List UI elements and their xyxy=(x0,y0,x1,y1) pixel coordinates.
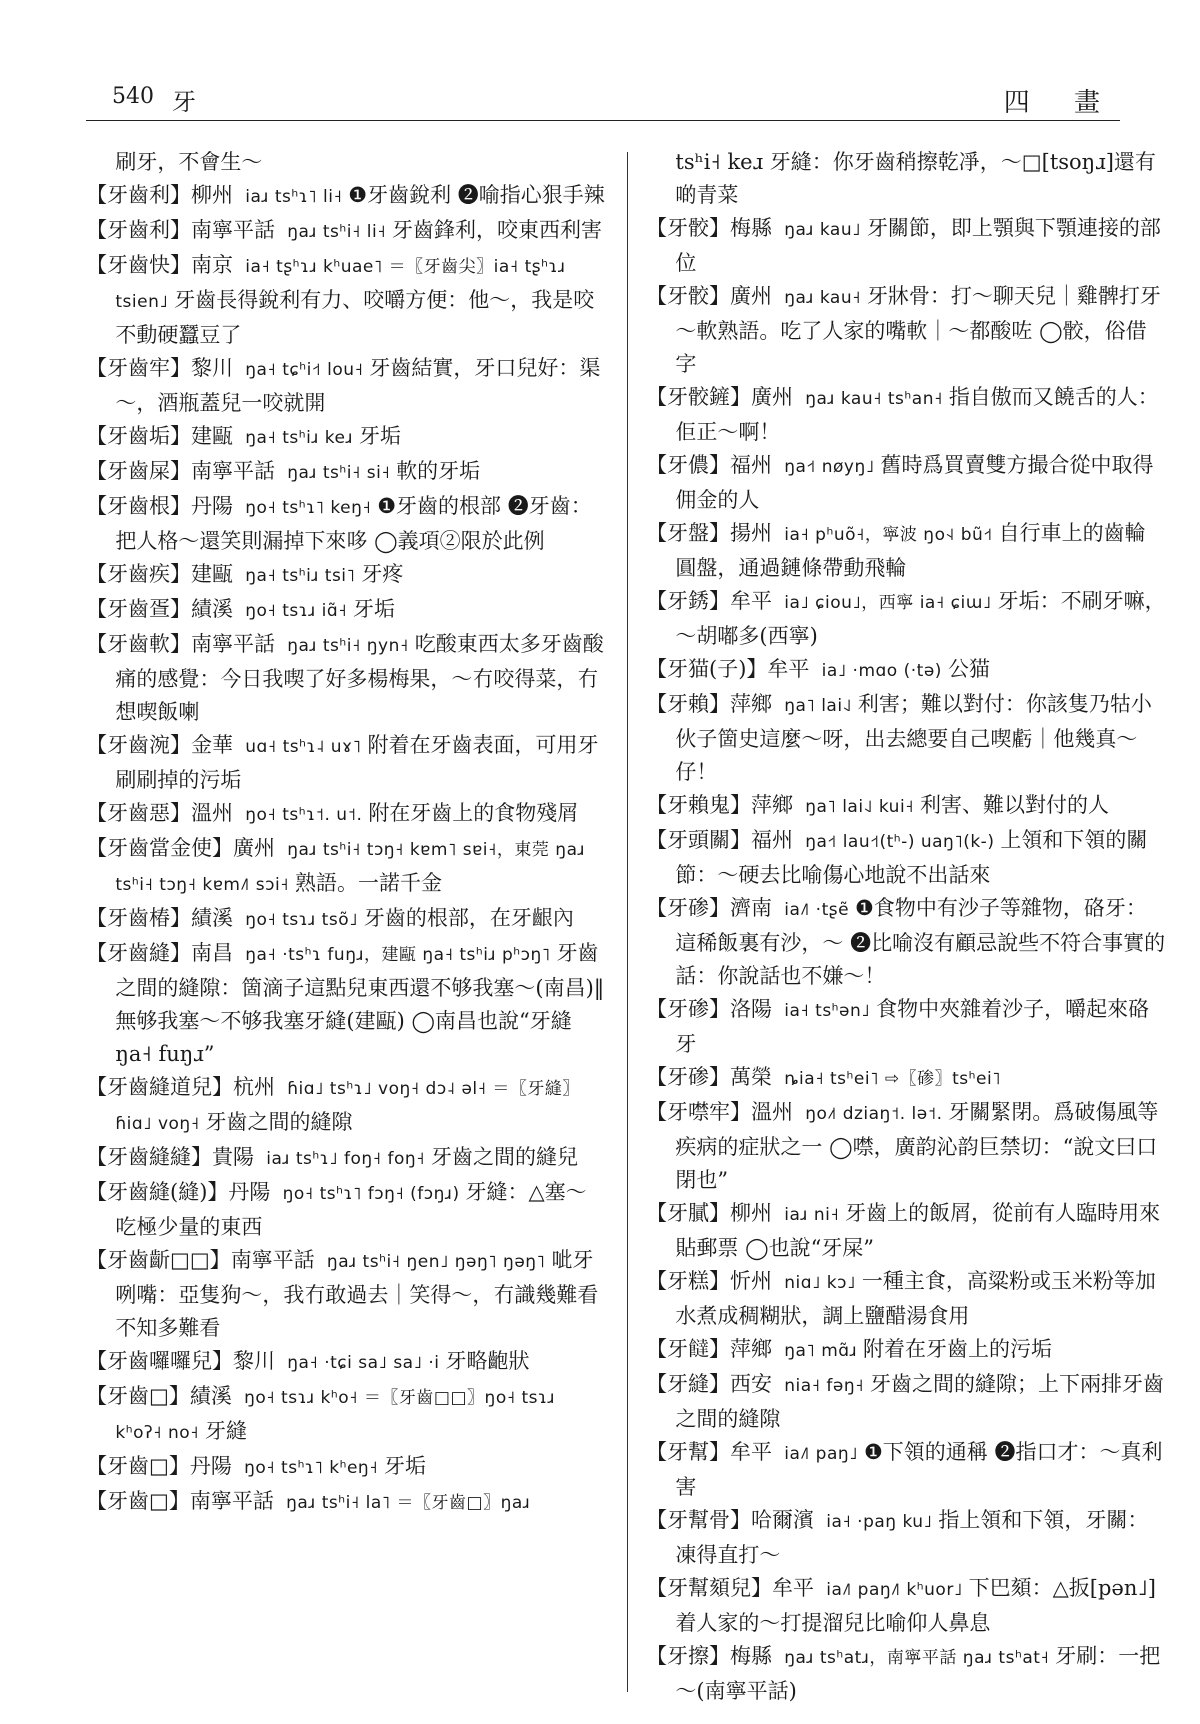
entry-phonetic: ŋa˥ lai˨˩ kui˧ xyxy=(805,797,915,817)
entry-headword: 【牙儂】 xyxy=(646,453,730,477)
entry-phonetic: ia˩ ·mɑo (·tə) xyxy=(821,661,942,681)
entry-phonetic: iaɹ tsʰɿ˩ foŋ˧ foŋ˧ xyxy=(266,1149,426,1169)
entry-headword: 【牙齒縫道兒】 xyxy=(86,1075,233,1099)
entry-phonetic: ŋa˥ mɑ̃ɹ xyxy=(784,1341,858,1361)
entry-locality: 績溪 xyxy=(189,1384,232,1408)
entry-definition: 牙齒的根部，在牙齦內 xyxy=(363,906,574,930)
entry-definition: 熟語。一諾千金 xyxy=(295,871,442,895)
entry-phonetic: ŋaɹ tsʰi˧ la˥ ＝〖牙齒□〗ŋaɹ xyxy=(286,1493,531,1513)
entry-headword: 【牙齒軟】 xyxy=(86,632,191,656)
entry-definition: 附着在牙齒上的污垢 xyxy=(863,1337,1053,1361)
entry-phonetic: ŋa˧ ·tɕi sa˩ sa˩ ·i xyxy=(287,1353,440,1373)
entry-locality: 梅縣 xyxy=(730,1644,772,1668)
entry-locality: 建甌 xyxy=(191,424,233,448)
entry-continuation xyxy=(646,146,1166,212)
dictionary-entry xyxy=(646,1197,1166,1265)
entry-definition: 牙齒上的飯屑，從前有人臨時用來貼郵票 ◯也說“牙屎” xyxy=(675,1201,1161,1260)
right-column xyxy=(646,146,1166,1708)
entry-headword: 【牙齒當金使】 xyxy=(86,836,233,860)
dictionary-entry xyxy=(646,824,1166,892)
dictionary-entry xyxy=(646,653,1166,688)
entry-headword: 【牙齒縫(縫)】 xyxy=(86,1180,229,1204)
entry-definition: 牙關節，即上顎與下顎連接的部位 xyxy=(675,216,1161,275)
entry-phonetic: ŋaɹ tsʰi˧ tɔŋ˧ kɐm˥ sɐi˧，東莞 ŋaɹ tsʰi˧ tɔŋ˧ kɐm˩˥ sɔi˧ xyxy=(115,840,586,895)
entry-phonetic: ȵia˧ tsʰei˥ ⇨〖碜〗tsʰei˥ xyxy=(784,1069,1002,1089)
entry-definition: 利害、難以對付的人 xyxy=(920,793,1110,817)
dictionary-entry xyxy=(646,1061,1166,1096)
entry-phonetic: ia˩˥ ·tʂẽ xyxy=(784,900,850,920)
entry-headword: 【牙骹】 xyxy=(646,216,730,240)
entry-phonetic: ia˧ pʰuõ˧，寧波 ŋo˧˨ bũ˧˦ xyxy=(784,525,993,545)
entry-locality: 溫州 xyxy=(191,801,233,825)
entry-phonetic: ia˧ tsʰən˩ xyxy=(784,1001,871,1021)
entry-phonetic: ia˧ tʂʰɿɹ kʰuae˥ ＝〖牙齒尖〗ia˧ tʂʰɿɹ tsien˩ xyxy=(115,257,566,312)
entry-locality: 南寧平話 xyxy=(189,1489,274,1513)
entry-headword: 【牙猫(子)】 xyxy=(646,657,768,681)
column-separator xyxy=(627,152,628,1692)
entry-locality: 溫州 xyxy=(751,1100,793,1124)
entry-headword: 【牙齒利】 xyxy=(86,183,191,207)
entry-locality: 貴陽 xyxy=(212,1145,254,1169)
entry-headword: 【牙縫】 xyxy=(646,1372,730,1396)
entry-headword: 【牙齒縫】 xyxy=(86,941,191,965)
entry-headword: 【牙幫骨】 xyxy=(646,1508,751,1532)
entry-phonetic: uɑ˧ tsʰɿ˨ uɤ˥ xyxy=(245,737,362,757)
entry-definition: ❶下領的通稱 ❷指口才：～真利害 xyxy=(675,1440,1163,1499)
entry-phonetic: ŋa˧˦ lau˧˦(tʰ-) uaŋ˥(k-) xyxy=(805,832,995,852)
entry-headword: 【牙𩟐】 xyxy=(646,1337,730,1361)
entry-locality: 黎川 xyxy=(191,356,233,380)
entry-definition: 下巴頦：△扳[pən˩]着人家的～打提溜兒比喻仰人鼻息 xyxy=(675,1576,1156,1635)
entry-locality: 萍鄉 xyxy=(751,793,793,817)
entry-locality: 揚州 xyxy=(730,521,772,545)
entry-definition: 舊時爲買賣雙方撮合從中取得佣金的人 xyxy=(675,453,1154,512)
entry-phonetic: ŋo˧ tsɿɹ kʰo˧ ＝〖牙齒□□〗ŋo˧ tsɿɹ kʰoʔ˧ no˧ xyxy=(115,1388,556,1443)
entry-phonetic: ŋo˧ tsʰɿ˥ fɔŋ˧ (fɔŋɹ) xyxy=(282,1184,460,1204)
entry-headword: 【牙齒□】 xyxy=(86,1454,190,1478)
entry-phonetic: ɦiɑ˩ tsʰɿ˩ voŋ˧ dɔ˨ əl˧ ＝〖牙縫〗ɦiɑ˩ voŋ˧ xyxy=(115,1079,580,1134)
entry-phonetic: ŋa˧ tsʰiɹ keɹ xyxy=(245,428,354,448)
entry-locality: 牟平 xyxy=(730,589,772,613)
dictionary-entry xyxy=(86,1244,606,1345)
dictionary-entry xyxy=(86,902,606,937)
entry-phonetic: ŋo˩˦ dziaŋ˦. lə˦. xyxy=(805,1104,943,1124)
dictionary-entry xyxy=(86,832,606,902)
entry-phonetic: nia˧ fəŋ˧ xyxy=(784,1376,865,1396)
entry-phonetic: ŋo˧ tsʰɿ˥ kʰeŋ˧ xyxy=(244,1458,379,1478)
entry-locality: 牟平 xyxy=(730,1440,772,1464)
dictionary-entry xyxy=(86,937,606,1071)
left-column xyxy=(86,146,606,1520)
entry-definition: 上領和下領的關節：～硬去比喻傷心地說不出話來 xyxy=(675,828,1148,887)
entry-headword: 【牙膩】 xyxy=(646,1201,730,1225)
dictionary-entry xyxy=(86,1485,606,1520)
entry-definition: tsʰi˧ keɹ 牙縫：你牙齒稍擦乾凈，～□[tsoŋɹ]還有啲青菜 xyxy=(675,150,1156,207)
entry-phonetic: ŋa˧ tsʰiɹ tsi˥ xyxy=(245,566,356,586)
entry-headword: 【牙齒涴】 xyxy=(86,733,191,757)
entry-locality: 南寧平話 xyxy=(191,632,275,656)
entry-definition: 吃酸東西太多牙齒酸痛的感覺：今日我喫了好多楊梅果，～冇咬得菜，冇想喫飯喇 xyxy=(115,632,604,724)
entry-definition: 牙垢：不刷牙嘛，～胡嘟多(西寧) xyxy=(675,589,1166,648)
dictionary-entry xyxy=(86,1450,606,1485)
entry-locality: 南寧平話 xyxy=(191,459,275,483)
entry-headword: 【牙齒根】 xyxy=(86,494,191,518)
dictionary-entry xyxy=(86,1176,606,1244)
entry-locality: 萍鄉 xyxy=(730,1337,772,1361)
dictionary-entry xyxy=(86,729,606,797)
dictionary-entry xyxy=(646,1572,1166,1640)
dictionary-entry xyxy=(646,280,1166,381)
entry-phonetic: ŋo˧ tsɿɹ iɑ̃˧ xyxy=(245,601,348,621)
dictionary-entry xyxy=(646,449,1166,517)
dictionary-entry xyxy=(646,1436,1166,1504)
entry-headword: 【牙齒齗□□】 xyxy=(86,1248,231,1272)
entry-definition: 附在牙齒上的食物殘屑 xyxy=(368,801,579,825)
dictionary-entry xyxy=(646,789,1166,824)
dictionary-entry xyxy=(646,1368,1166,1436)
entry-definition: 牙齒之間的縫兒 xyxy=(430,1145,578,1169)
entry-locality: 績溪 xyxy=(191,906,233,930)
dictionary-entry xyxy=(646,585,1166,653)
entry-locality: 萍鄉 xyxy=(730,692,772,716)
entry-definition: 牙關緊閉。爲破傷風等疾病的症狀之一 ◯噤，廣韵沁韵巨禁切：“說文曰口閉也” xyxy=(675,1100,1159,1192)
entry-headword: 【牙齒疾】 xyxy=(86,562,191,586)
entry-phonetic: ŋo˧ tsɿɹ tsõ˩ xyxy=(245,910,358,930)
entry-headword: 【牙齒利】 xyxy=(86,218,191,242)
entry-phonetic: ŋaɹ tsʰi˧ si˧ xyxy=(287,463,391,483)
section-label: 四 畫 xyxy=(1003,88,1118,118)
entry-headword: 【牙銹】 xyxy=(646,589,730,613)
dictionary-entry xyxy=(646,381,1166,449)
entry-definition: 附着在牙齒表面，可用牙刷刷掉的污垢 xyxy=(115,733,599,792)
entry-headword: 【牙幫頦兒】 xyxy=(646,1576,772,1600)
entry-headword: 【牙骹鏟】 xyxy=(646,385,751,409)
entry-headword: 【牙碜】 xyxy=(646,1065,730,1089)
dictionary-entry xyxy=(86,455,606,490)
entry-headword: 【牙齒□】 xyxy=(86,1384,190,1408)
dictionary-entry xyxy=(646,1265,1166,1333)
entry-definition: 牙齒鋒利，咬東西利害 xyxy=(392,218,603,242)
entry-phonetic: ŋo˧ tsʰɿ˥ keŋ˧ xyxy=(245,498,372,518)
entry-locality: 南寧平話 xyxy=(230,1248,315,1272)
entry-locality: 牟平 xyxy=(767,657,810,681)
entry-headword: 【牙骹】 xyxy=(646,284,730,308)
entry-locality: 廣州 xyxy=(730,284,772,308)
entry-headword: 【牙賴鬼】 xyxy=(646,793,751,817)
entry-phonetic: ŋaɹ tsʰi˧ li˧ xyxy=(287,222,387,242)
entry-definition: ❶牙齒的根部 ❷牙齒：把人格～還笑則漏掉下來哆 ◯義項②限於此例 xyxy=(115,494,592,553)
entry-phonetic: ia˩ ɕiou˩，西寧 ia˧ ɕiɯ˩ xyxy=(784,593,992,613)
entry-headword: 【牙頭關】 xyxy=(646,828,751,852)
dictionary-entry xyxy=(86,1141,606,1176)
entry-phonetic: ŋaɹ tsʰi˧ ŋyn˧ xyxy=(287,636,409,656)
entry-headword: 【牙齒快】 xyxy=(86,253,191,277)
entry-locality: 績溪 xyxy=(191,597,233,621)
entry-definition: 食物中夾雜着沙子，嚼起來硌牙 xyxy=(675,997,1150,1056)
entry-headword: 【牙齒惡】 xyxy=(86,801,191,825)
entry-phonetic: ŋaɹ kau˧ xyxy=(784,288,861,308)
entry-definition: 牙齒長得銳利有力、咬嚼方便：他～，我是咬不動硬蠶豆了 xyxy=(115,288,595,347)
entry-definition: 牙垢 xyxy=(384,1454,427,1478)
dictionary-entry xyxy=(86,179,606,214)
entry-definition: 牙垢 xyxy=(353,597,396,621)
entry-locality: 金華 xyxy=(191,733,233,757)
entry-locality: 廣州 xyxy=(751,385,793,409)
entry-locality: 柳州 xyxy=(191,183,233,207)
entry-definition: 指上領和下領，牙關：凍得直打～ xyxy=(675,1508,1149,1567)
dictionary-entry xyxy=(646,993,1166,1061)
entry-definition: 牙縫：△塞～吃極少量的東西 xyxy=(115,1180,587,1239)
entry-phonetic: ŋa˧˦ nøyŋ˩ xyxy=(784,457,875,477)
dictionary-entry xyxy=(86,490,606,558)
dictionary-entry xyxy=(646,1504,1166,1572)
entry-phonetic: ia˩˥ paŋ˩˥ kʰuor˩ xyxy=(826,1580,963,1600)
dictionary-entry xyxy=(86,797,606,832)
entry-headword: 【牙齒椿】 xyxy=(86,906,191,930)
entry-definition: 指自傲而又饒舌的人：佢正～啊！ xyxy=(675,385,1159,444)
entry-phonetic: ŋaɹ kau˩ xyxy=(784,220,861,240)
entry-definition: 刷牙，不會生～ xyxy=(115,150,263,174)
entry-locality: 南京 xyxy=(191,253,233,277)
entry-continuation xyxy=(86,146,606,179)
entry-locality: 萬榮 xyxy=(730,1065,772,1089)
entry-headword: 【牙糕】 xyxy=(646,1269,730,1293)
entry-locality: 福州 xyxy=(751,828,793,852)
entry-phonetic: ŋa˧ ·tsʰɿ fuŋɹ，建甌 ŋa˧ tsʰiɹ pʰɔŋ˥ xyxy=(245,945,551,965)
dictionary-entry xyxy=(86,1071,606,1141)
entry-locality: 丹陽 xyxy=(228,1180,271,1204)
dictionary-entry xyxy=(86,214,606,249)
dictionary-entry xyxy=(86,352,606,420)
entry-definition: 自行車上的齒輪圓盤，通過鏈條帶動飛輪 xyxy=(675,521,1146,580)
entry-headword: 【牙賴】 xyxy=(646,692,730,716)
entry-definition: 牙齒結實，牙口兒好：渠～，酒瓶蓋兒一咬就開 xyxy=(115,356,601,415)
entry-locality: 黎川 xyxy=(233,1349,275,1373)
entry-headword: 【牙齒□】 xyxy=(86,1489,190,1513)
page-number: 540 xyxy=(112,84,154,109)
entry-definition: 呲牙咧嘴：亞隻狗～，我冇敢過去｜笑得～，冇識幾難看不知多難看 xyxy=(115,1248,599,1340)
entry-headword: 【牙齒屎】 xyxy=(86,459,191,483)
entry-phonetic: ia˩˥ paŋ˩ xyxy=(784,1444,859,1464)
entry-locality: 梅縣 xyxy=(730,216,772,240)
entry-locality: 福州 xyxy=(730,453,772,477)
entry-definition: 利害；難以對付：你該隻乃牯小伙子箇史這麼～呀，出去總要自己喫虧｜他幾真～仔！ xyxy=(675,692,1152,784)
entry-definition: 牙縫 xyxy=(204,1419,247,1443)
entry-phonetic: ŋaɹ tsʰi˧ ŋen˩ ŋəŋ˥ ŋəŋ˥ xyxy=(326,1252,546,1272)
entry-locality: 丹陽 xyxy=(189,1454,232,1478)
entry-headword: 【牙齒囉囉兒】 xyxy=(86,1349,233,1373)
entry-phonetic: niɑ˩ kɔ˩ xyxy=(784,1273,856,1293)
entry-phonetic: iaɹ ni˧ xyxy=(784,1205,840,1225)
entry-locality: 南昌 xyxy=(191,941,233,965)
entry-headword: 【牙盤】 xyxy=(646,521,730,545)
entry-definition: 牙齒之間的縫隙 xyxy=(205,1110,353,1134)
entry-locality: 牟平 xyxy=(772,1576,814,1600)
entry-definition: 牙垢 xyxy=(358,424,401,448)
entry-definition: 軟的牙垢 xyxy=(396,459,481,483)
entry-locality: 杭州 xyxy=(233,1075,275,1099)
entry-headword: 【牙齒疍】 xyxy=(86,597,191,621)
entry-locality: 廣州 xyxy=(233,836,275,860)
dictionary-entry xyxy=(646,688,1166,789)
entry-phonetic: ŋaɹ tsʰatɹ，南寧平話 ŋaɹ tsʰat˧ xyxy=(784,1648,1050,1668)
dictionary-entry xyxy=(646,1640,1166,1708)
dictionary-entry xyxy=(646,212,1166,280)
dictionary-entry xyxy=(646,517,1166,585)
dictionary-entry xyxy=(86,1380,606,1450)
dictionary-entry xyxy=(86,1345,606,1380)
dictionary-entry xyxy=(86,249,606,352)
dictionary-entry xyxy=(86,628,606,729)
entry-definition: ❶食物中有沙子等雜物，硌牙：這稀飯裏有沙，～ ❷比喻沒有顧忌說些不符合事實的話：你說話也不嫌～！ xyxy=(675,896,1166,988)
entry-headword: 【牙幫】 xyxy=(646,1440,730,1464)
entry-phonetic: ia˧ ·paŋ ku˩ xyxy=(826,1512,933,1532)
entry-headword: 【牙齒牢】 xyxy=(86,356,191,380)
dictionary-entry xyxy=(86,420,606,455)
entry-definition: 牙刷：一把～(南寧平話) xyxy=(675,1644,1161,1703)
entry-phonetic: ŋo˧ tsʰɿ˦. u˦. xyxy=(245,805,363,825)
dictionary-entry xyxy=(646,1333,1166,1368)
entry-headword: 【牙碜】 xyxy=(646,896,730,920)
entry-phonetic: ŋaɹ kau˧ tsʰan˧ xyxy=(805,389,943,409)
entry-definition: ❶牙齒銳利 ❷喻指心狠手辣 xyxy=(348,183,605,207)
entry-locality: 哈爾濱 xyxy=(751,1508,814,1532)
entry-definition: 牙略齙狀 xyxy=(445,1349,530,1373)
header-rule xyxy=(86,120,1120,121)
entry-locality: 南寧平話 xyxy=(191,218,275,242)
entry-locality: 洛陽 xyxy=(730,997,772,1021)
entry-locality: 建甌 xyxy=(191,562,233,586)
dictionary-entry xyxy=(86,558,606,593)
running-head-character: 牙 xyxy=(172,88,196,116)
entry-headword: 【牙擦】 xyxy=(646,1644,730,1668)
entry-phonetic: iaɹ tsʰɿ˥ li˧ xyxy=(245,187,343,207)
entry-definition: 牙齒之間的縫隙：箇滴子這點兒東西還不够我塞～(南昌)‖無够我塞～不够我塞牙縫(建甌) ◯南昌也說“牙縫 ŋa˧ fuŋɹ” xyxy=(115,941,605,1066)
dictionary-entry xyxy=(86,593,606,628)
entry-definition: 公猫 xyxy=(947,657,990,681)
dictionary-entry xyxy=(646,1096,1166,1197)
entry-definition: 牙齒之間的縫隙；上下兩排牙齒之間的縫隙 xyxy=(675,1372,1164,1431)
entry-phonetic: ŋa˥ lai˨˩ xyxy=(784,696,852,716)
dictionary-entry xyxy=(646,892,1166,993)
entry-locality: 忻州 xyxy=(730,1269,772,1293)
entry-headword: 【牙齒垢】 xyxy=(86,424,191,448)
page-header xyxy=(86,78,1120,122)
entry-headword: 【牙齒縫縫】 xyxy=(86,1145,212,1169)
entry-definition: 牙牀骨：打～聊天兒｜雞髀打牙～軟熟語。吃了人家的嘴軟｜～都酸咗 ◯骹，俗借字 xyxy=(675,284,1161,376)
entry-locality: 西安 xyxy=(730,1372,772,1396)
entry-phonetic: ŋa˧ tɕʰi˧˦ lou˧ xyxy=(245,360,364,380)
entry-definition: 一種主食，高粱粉或玉米粉等加水煮成稠糊狀，調上鹽醋湯食用 xyxy=(675,1269,1156,1328)
entry-locality: 丹陽 xyxy=(191,494,233,518)
entry-definition: 牙疼 xyxy=(361,562,404,586)
entry-locality: 柳州 xyxy=(730,1201,772,1225)
entry-headword: 【牙噤牢】 xyxy=(646,1100,751,1124)
entry-headword: 【牙碜】 xyxy=(646,997,730,1021)
entry-locality: 濟南 xyxy=(730,896,772,920)
